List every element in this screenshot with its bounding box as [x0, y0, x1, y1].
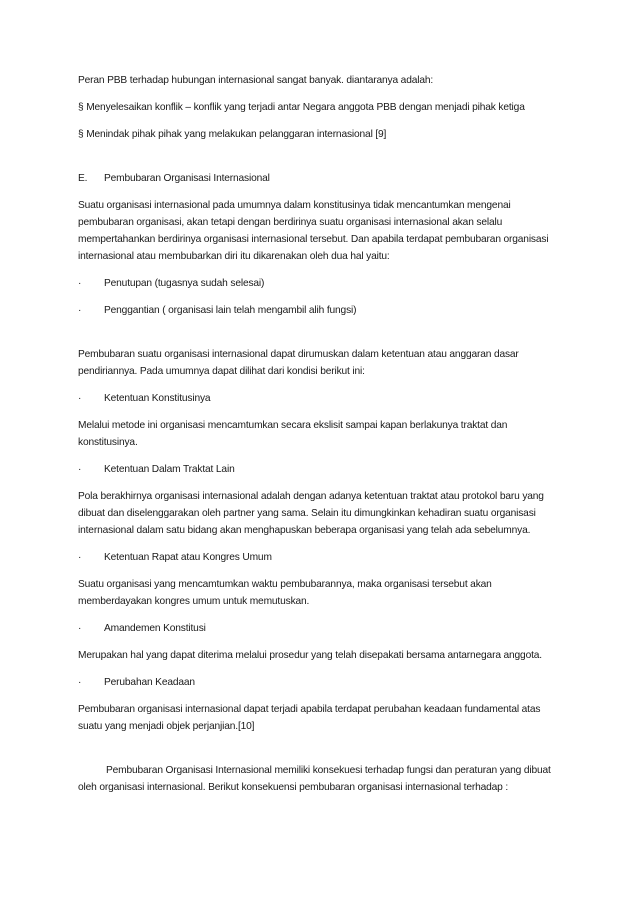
list-item-text: Perubahan Keadaan [104, 677, 195, 688]
list-item-text: Ketentuan Konstitusinya [104, 393, 211, 404]
list-item-text: Penggantian ( organisasi lain telah mengambil alih fungsi) [104, 305, 357, 316]
list-item [78, 620, 564, 637]
spacer [78, 153, 564, 170]
list-item [78, 674, 564, 691]
section-letter: E. [78, 173, 88, 184]
paragraph-intro: Peran PBB terhadap hubungan internasional sangat banyak. diantaranya adalah: [78, 75, 434, 86]
list-item [78, 461, 564, 478]
list-item [78, 390, 564, 407]
section-heading [78, 170, 564, 187]
list-item-text: Ketentuan Rapat atau Kongres Umum [104, 552, 272, 563]
paragraph-constitution: Melalui metode ini organisasi mencamtumkan secara ekslisit sampai kapan berlakunya traktat dan konstitusinya. [78, 420, 508, 448]
paragraph-dissolution-intro: Suatu organisasi internasional pada umumnya dalam konstitusinya tidak mencantumkan mengenai pembubaran organisasi, akan tetapi dengan berdirinya suatu organisasi internasional akan selalu mempertahankan berdirinya organisasi internasional tersebut. Dan apabila terdapat pembubaran organisasi internasional atau membubarkan diri itu dikarenakan oleh dua hal yaitu: [78, 200, 549, 262]
paragraph-treaty: Pola berakhirnya organisasi internasional adalah dengan adanya ketentuan traktat atau protokol baru yang dibuat dan diselenggarakan oleh partner yang sama. Selain itu dimungkinkan kehadiran suatu organisasi internasional dalam satu bidang akan menghapuskan beberapa organisasi yang telah ada sebelumnya. [78, 491, 544, 536]
document-body [78, 72, 564, 806]
paragraph-conditions: Pembubaran suatu organisasi internasional dapat dirumuskan dalam ketentuan atau anggaran dasar pendiriannya. Pada umumnya dapat dilihat dari kondisi berikut ini: [78, 349, 519, 377]
bullet-mark: · [78, 677, 82, 688]
spacer [78, 745, 564, 762]
paragraph-amendment: Merupakan hal yang dapat diterima melalui prosedur yang telah disepakati bersama antarnegara anggota. [78, 650, 542, 661]
list-item [78, 549, 564, 566]
list-item [78, 302, 564, 319]
bullet-mark: · [78, 623, 82, 634]
paragraph-change: Pembubaran organisasi internasional dapat terjadi apabila terdapat perubahan keadaan fundamental atas suatu yang menjadi objek perjanjian.[10] [78, 704, 541, 732]
bullet-mark: · [78, 464, 82, 475]
section-title: Pembubaran Organisasi Internasional [104, 173, 270, 184]
paragraph-role-2: § Menindak pihak pihak yang melakukan pelanggaran internasional [9] [78, 129, 387, 140]
paragraph-consequences: Pembubaran Organisasi Internasional memiliki konsekuesi terhadap fungsi dan peraturan yang dibuat oleh organisasi internasional. Berikut konsekuensi pembubaran organisasi internasional terhadap : [78, 765, 551, 793]
paragraph-congress: Suatu organisasi yang mencamtumkan waktu pembubarannya, maka organisasi tersebut akan memberdayakan kongres umum untuk memutuskan. [78, 579, 492, 607]
list-item-text: Penutupan (tugasnya sudah selesai) [104, 278, 265, 289]
list-item-text: Ketentuan Dalam Traktat Lain [104, 464, 235, 475]
bullet-mark: · [78, 305, 82, 316]
bullet-mark: · [78, 278, 82, 289]
spacer [78, 329, 564, 346]
bullet-mark: · [78, 552, 82, 563]
bullet-mark: · [78, 393, 82, 404]
list-item-text: Amandemen Konstitusi [104, 623, 206, 634]
list-item [78, 275, 564, 292]
paragraph-role-1: § Menyelesaikan konflik – konflik yang terjadi antar Negara anggota PBB dengan menjadi pihak ketiga [78, 102, 525, 113]
